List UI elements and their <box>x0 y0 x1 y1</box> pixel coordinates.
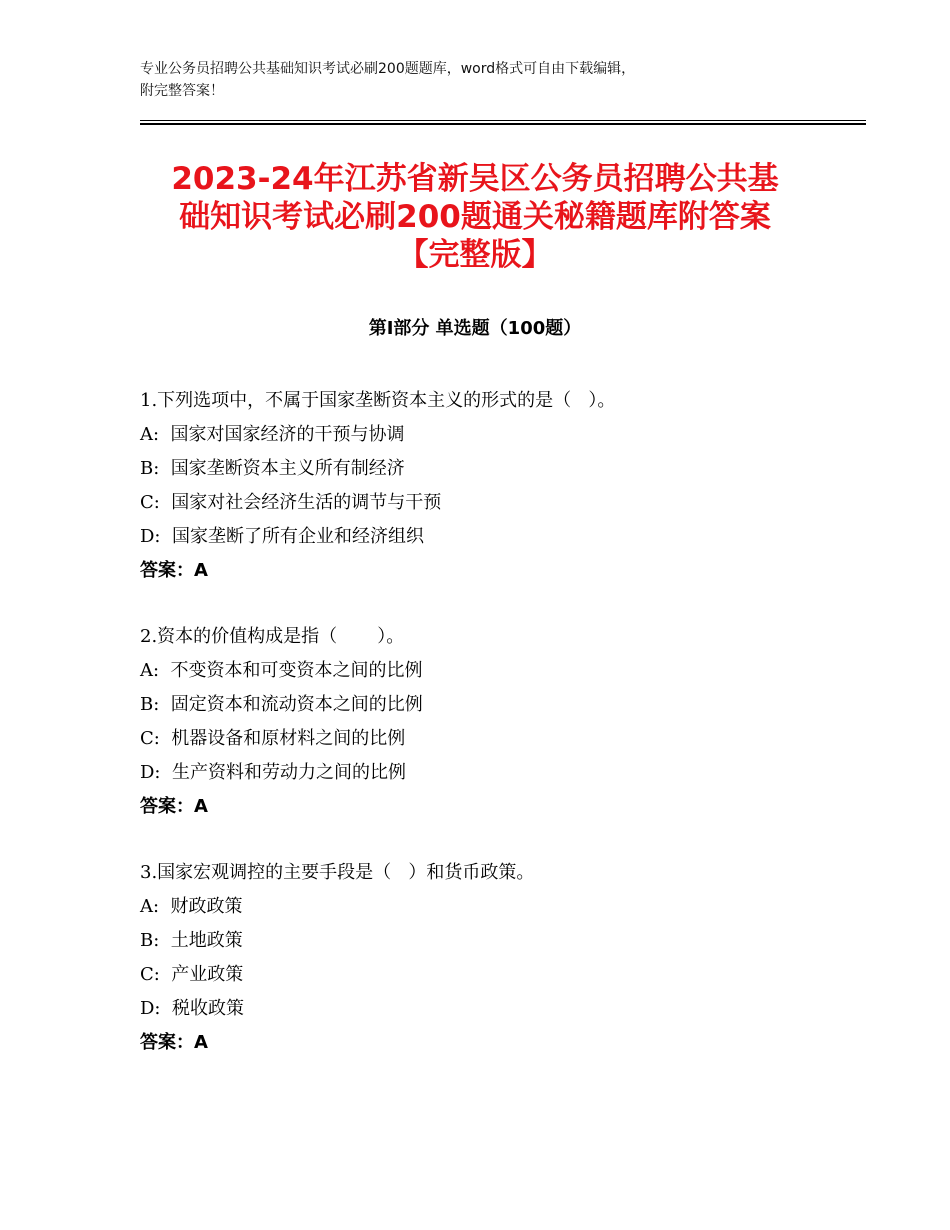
option-c: C: 机器设备和原材料之间的比例 <box>140 728 406 749</box>
divider-line <box>140 120 866 121</box>
question-stem: 3.国家宏观调控的主要手段是（ ）和货币政策。 <box>140 862 535 883</box>
divider-line <box>140 123 866 125</box>
header-divider <box>140 120 866 127</box>
question-item <box>140 384 860 588</box>
header-note <box>140 58 820 102</box>
question-stem: 1.下列选项中，不属于国家垄断资本主义的形式的是（ ）。 <box>140 390 616 411</box>
answer: 答案：A <box>140 796 208 817</box>
header-note-line-1: 专业公务员招聘公共基础知识考试必刷200题题库，word格式可自由下载编辑， <box>140 61 636 77</box>
option-d: D: 税收政策 <box>140 998 244 1019</box>
title-line-2: 础知识考试必刷200题通关秘籍题库附答案 <box>179 199 771 235</box>
option-a: A: 国家对国家经济的干预与协调 <box>140 424 405 445</box>
option-b: B: 固定资本和流动资本之间的比例 <box>140 694 423 715</box>
option-c: C: 产业政策 <box>140 964 244 985</box>
answer: 答案：A <box>140 560 208 581</box>
option-a: A: 不变资本和可变资本之间的比例 <box>140 660 423 681</box>
option-d: D: 生产资料和劳动力之间的比例 <box>140 762 406 783</box>
option-d: D: 国家垄断了所有企业和经济组织 <box>140 526 424 547</box>
answer: 答案：A <box>140 1032 208 1053</box>
question-stem: 2.资本的价值构成是指（ ）。 <box>140 626 405 647</box>
option-a: A: 财政政策 <box>140 896 243 917</box>
document-title <box>120 160 830 274</box>
title-line-1: 2023-24年江苏省新吴区公务员招聘公共基 <box>171 161 779 197</box>
question-item <box>140 620 860 824</box>
question-item <box>140 856 860 1060</box>
section-title: 第I部分 单选题（100题） <box>368 318 582 339</box>
option-c: C: 国家对社会经济生活的调节与干预 <box>140 492 442 513</box>
title-line-3: 【完整版】 <box>397 237 553 273</box>
header-note-line-2: 附完整答案！ <box>140 83 224 99</box>
question-list <box>140 384 860 1092</box>
option-b: B: 国家垄断资本主义所有制经济 <box>140 458 405 479</box>
option-b: B: 土地政策 <box>140 930 243 951</box>
